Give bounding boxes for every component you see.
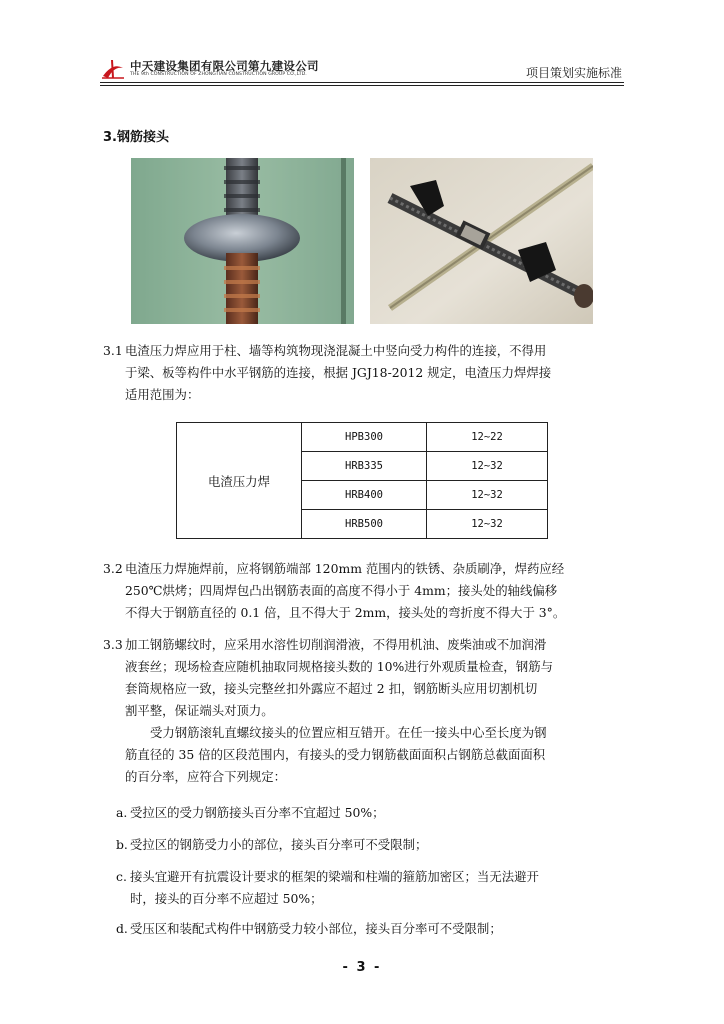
clause-3-2-line: 不得大于钢筋直径的 0.1 倍，且不得大于 2mm，接头处的弯折度不得大于 3°。 bbox=[125, 605, 566, 620]
clause-3-1 bbox=[125, 340, 618, 406]
item-label: b. bbox=[116, 837, 128, 852]
header-rule-thick bbox=[100, 82, 624, 83]
clause-3-1-line: 电渣压力焊应用于柱、墙等构筑物现浇混凝土中竖向受力构件的连接，不得用 bbox=[125, 343, 547, 358]
diameter-range-cell: 12~32 bbox=[427, 452, 548, 481]
welding-scope-table bbox=[176, 422, 548, 539]
clause-3-3-line: 套筒规格应一致，接头完整丝扣外露应不超过 2 扣，钢筋断头应用切割机切 bbox=[125, 681, 538, 696]
grade-cell: HRB335 bbox=[302, 452, 427, 481]
item-line: 接头宜避开有抗震设计要求的框架的梁端和柱端的箍筋加密区；当无法避开 bbox=[130, 869, 539, 884]
clause-3-3-line: 割平整，保证端头对顶力。 bbox=[125, 703, 274, 718]
diameter-range-cell: 12~32 bbox=[427, 481, 548, 510]
item-b bbox=[130, 834, 427, 856]
item-c bbox=[130, 866, 618, 910]
grade-cell: HRB500 bbox=[302, 510, 427, 539]
clause-number-3-3: 3.3 bbox=[103, 637, 123, 652]
company-name-cn: 中天建设集团有限公司第九建设公司 bbox=[130, 59, 319, 73]
clause-3-1-line: 适用范围为： bbox=[125, 387, 200, 402]
diameter-range-cell: 12~22 bbox=[427, 423, 548, 452]
item-line: 受拉区的钢筋受力小的部位，接头百分率可不受限制； bbox=[130, 837, 428, 852]
diameter-range-cell: 12~32 bbox=[427, 510, 548, 539]
paragraph-line: 筋直径的 35 倍的区段范围内，有接头的受力钢筋截面面积占钢筋总截面面积 bbox=[125, 747, 546, 762]
paragraph-line: 的百分率，应符合下列规定： bbox=[125, 769, 287, 784]
clause-number-3-1: 3.1 bbox=[103, 343, 123, 358]
header-rule-thin bbox=[100, 85, 624, 86]
paragraph-line: 受力钢筋滚轧直螺纹接头的位置应相互错开。在任一接头中心至长度为钢 bbox=[150, 725, 547, 740]
item-label: a. bbox=[116, 805, 128, 820]
page-header bbox=[100, 50, 624, 82]
company-logo bbox=[100, 56, 126, 82]
staggered-joint-paragraph bbox=[125, 722, 618, 788]
grade-cell: HPB300 bbox=[302, 423, 427, 452]
clause-3-1-line: 于梁、板等构件中水平钢筋的连接，根据 JGJ18-2012 规定，电渣压力焊焊接 bbox=[125, 365, 552, 380]
section-heading: 3.钢筋接头 bbox=[103, 130, 169, 145]
item-line: 受压区和装配式构件中钢筋受力较小部位，接头百分率可不受限制； bbox=[130, 921, 502, 936]
page-number: - 3 - bbox=[342, 960, 382, 975]
company-name-en: THE 9th CONSTRUCTION OF ZHONGTIAN CONSTRUCTION GROUP CO.,LTD. bbox=[130, 72, 307, 77]
clause-3-3-line: 液套丝；现场检查应随机抽取同规格接头数的 10%进行外观质量检查，钢筋与 bbox=[125, 659, 553, 674]
clause-3-3-line: 加工钢筋螺纹时，应采用水溶性切削润滑液，不得用机油、废柴油或不加润滑 bbox=[125, 637, 547, 652]
clause-3-2 bbox=[125, 558, 618, 624]
document-title: 项目策划实施标准 bbox=[525, 66, 622, 80]
clause-3-3 bbox=[125, 634, 618, 722]
item-label: c. bbox=[116, 869, 127, 884]
clause-3-2-line: 电渣压力焊施焊前，应将钢筋端部 120mm 范围内的铁锈、杂质刷净，焊药应经 bbox=[125, 561, 565, 576]
clause-3-2-line: 250℃烘烤；四周焊包凸出钢筋表面的高度不得小于 4mm；接头处的轴线偏移 bbox=[125, 583, 558, 598]
table-row bbox=[177, 423, 548, 452]
photo-threaded-coupler bbox=[370, 158, 593, 324]
item-line: 受拉区的受力钢筋接头百分率不宜超过 50%； bbox=[130, 805, 385, 820]
item-d bbox=[130, 918, 502, 940]
item-line: 时，接头的百分率不应超过 50%； bbox=[130, 891, 323, 906]
photo-electroslag-weld bbox=[131, 158, 354, 324]
clause-number-3-2: 3.2 bbox=[103, 561, 123, 576]
item-label: d. bbox=[116, 921, 128, 936]
grade-cell: HRB400 bbox=[302, 481, 427, 510]
method-cell: 电渣压力焊 bbox=[177, 423, 302, 539]
item-a bbox=[130, 802, 385, 824]
